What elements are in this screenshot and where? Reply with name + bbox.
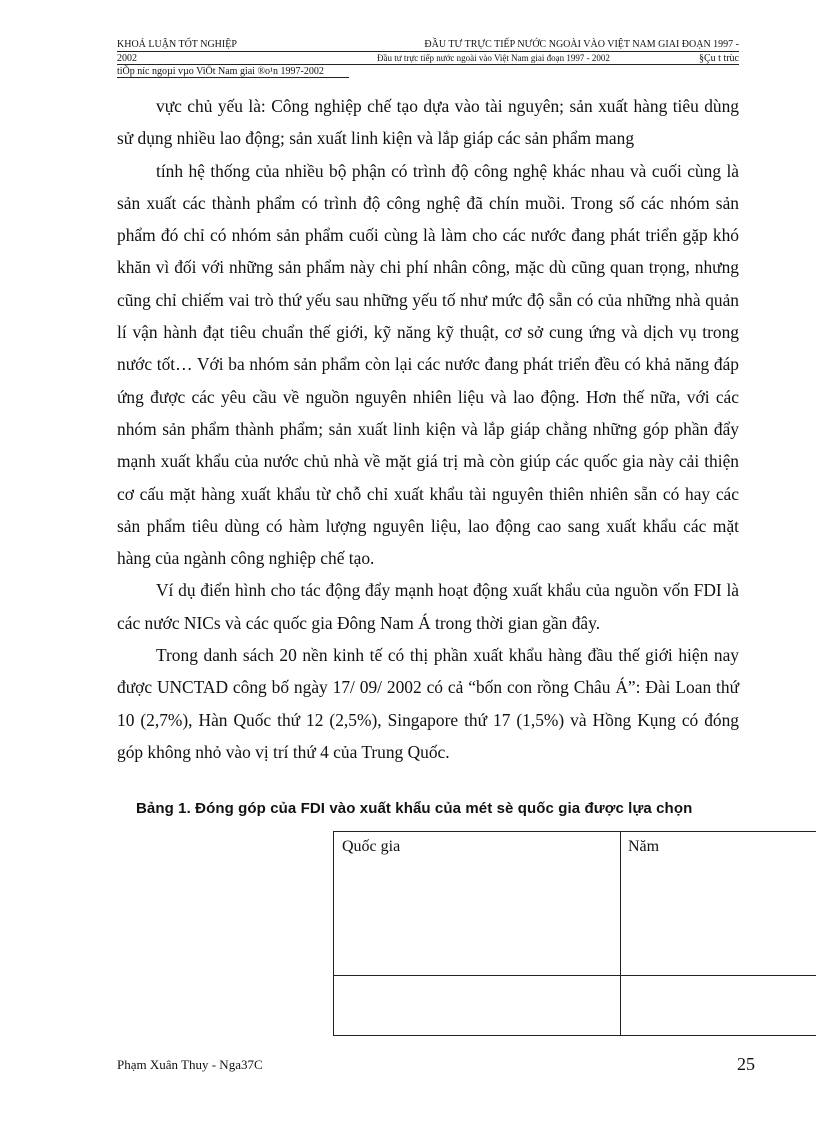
table-caption: Bảng 1. Đóng góp của FDI vào xuất khẩu của mét sè quốc gia được lựa chọn <box>136 800 693 817</box>
header-rule-2 <box>117 64 739 65</box>
header-garbled-right: §Çu t trùc <box>699 53 739 64</box>
paragraph-4: Trong danh sách 20 nền kinh tế có thị phần xuất khẩu hàng đầu thế giới hiện nay được UNCTAD công bố ngày 17/ 09/ 2002 có cả “bốn con rồng Châu Á”: Đài Loan thứ 10 (2,7%), Hàn Quốc thứ 12 (2,5%), Singapore thứ 17 (1,5%) và Hồng Kụng có đóng góp không nhỏ vào vị trí thứ 4 của Trung Quốc. <box>117 645 739 762</box>
table-header-year: Năm <box>628 838 660 855</box>
header-right-title: ĐẦU TƯ TRỰC TIẾP NƯỚC NGOÀI VÀO VIỆT NAM GIAI ĐOẠN 1997 - <box>424 39 739 50</box>
paragraph-3: Ví dụ điển hình cho tác động đẩy mạnh hoạt động xuất khẩu của nguồn vốn FDI là các nước NICs và các quốc gia Đông Nam Á trong thời gian gần đây. <box>117 580 739 633</box>
header-garbled-left: tiÕp níc ngoµi vµo ViÖt Nam giai ®o¹n 1997-2002 <box>117 66 324 77</box>
paragraph-2: tính hệ thống của nhiều bộ phận có trình độ công nghệ khác nhau và cuối cùng là sản xuất các thành phẩm có trình độ công nghệ đã chín muồi. Trong số các nhóm sản phẩm đó chỉ có nhóm sản phẩm cuối cùng là làm cho các nước đang phát triển gặp khó khăn vì đối với những sản phẩm này chi phí nhân công, mặc dù cũng quan trọng, nhưng cũng chỉ chiếm vai trò thứ yếu sau những yếu tố như mức độ sẵn có của những nhà quản lí vận hành đạt tiêu chuẩn thế giới, kỹ năng kỹ thuật, cơ sở cung ứng và dịch vụ trong nước tốt… Với ba nhóm sản phẩm còn lại các nước đang phát triển đều có khả năng đáp ứng được các yêu cầu về nguồn nguyên nhiên liệu và lao động. Hơn thế nữa, với các nhóm sản phẩm thành phẩm; sản xuất linh kiện và lắp giáp chẳng những góp phần đẩy mạnh xuất khẩu của nước chủ nhà về mặt giá trị mà còn giúp các quốc gia này cải thiện cơ cấu mặt hàng xuất khẩu từ chỗ chỉ xuất khẩu tài nguyên thiên nhiên sẵn có hay các sản phẩm tiêu dùng có hàm lượng nguyên liệu, lao động cao sang xuất khẩu các mặt hàng của ngành công nghiệp chế tạo. <box>117 160 739 569</box>
page-number: 25 <box>737 1054 755 1074</box>
header-year: 2002 <box>117 53 137 64</box>
data-table <box>333 831 816 1036</box>
table-column-divider <box>620 832 621 1035</box>
header-rule-3 <box>117 77 349 78</box>
table-row-divider <box>334 975 816 976</box>
header-left-title: KHOÁ LUẬN TỐT NGHIỆP <box>117 39 237 50</box>
header-rule-1 <box>117 51 739 52</box>
header-line-3 <box>117 66 739 77</box>
header-subtitle: Đầu tư trực tiếp nước ngoài vào Việt Nam giai đoạn 1997 - 2002 <box>377 53 610 63</box>
body-text <box>117 90 739 768</box>
header-line-2 <box>117 53 739 64</box>
footer-author: Phạm Xuân Thuy - Nga37C <box>117 1057 263 1072</box>
table-header-country: Quốc gia <box>342 838 401 855</box>
paragraph-1: vực chủ yếu là: Công nghiệp chế tạo dựa vào tài nguyên; sản xuất hàng tiêu dùng sử dụng nhiều lao động; sản xuất linh kiện và lắp giáp các sản phẩm mang <box>117 96 739 149</box>
header-line-1 <box>117 39 739 50</box>
